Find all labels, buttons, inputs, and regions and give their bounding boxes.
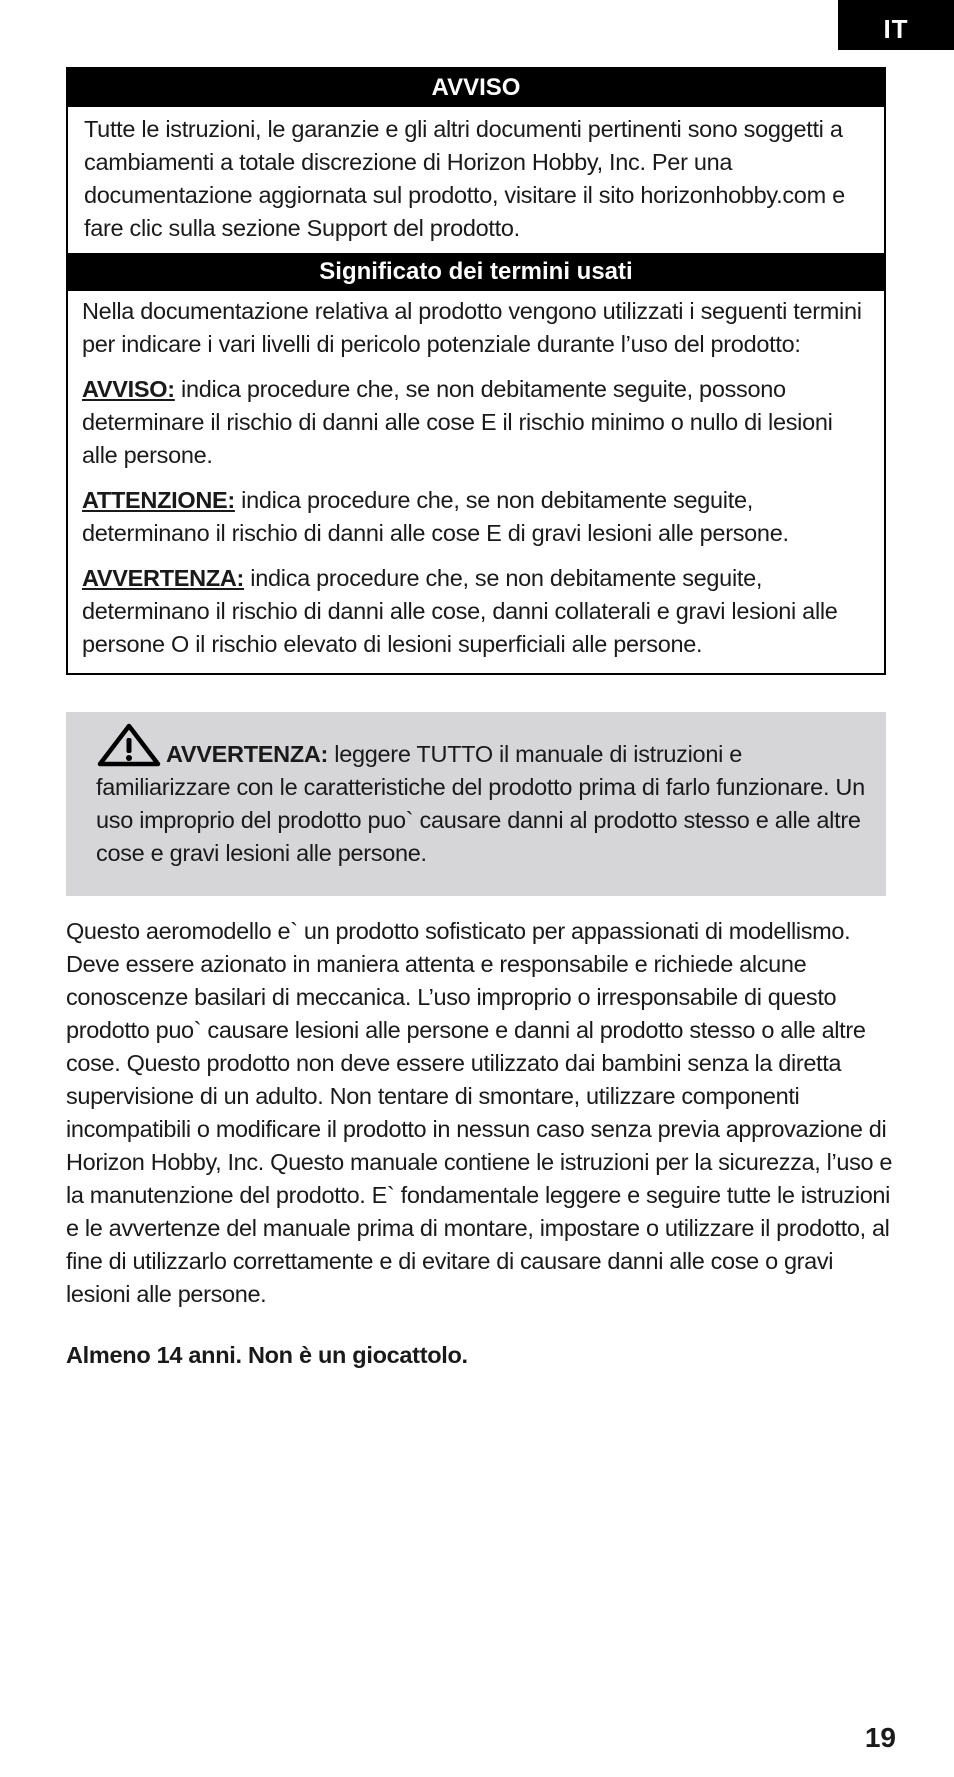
page-number: 19 — [864, 1722, 896, 1753]
term-label: AVVERTENZA: — [82, 565, 245, 591]
main-paragraph: Questo aeromodello e` un prodotto sofisticato per appassionati di modellismo. Deve essere azionato in maniera attenta e responsabile e richiede alcune conoscenze basilari di meccanica. L’uso improprio o irresponsabile di questo prodotto puo` causare lesioni alle persone e danni al prodotto stesso o alle altre cose. Questo prodotto non deve essere utilizzato dai bambini senza la diretta supervisione di un adulto. Non tentare di smontare, utilizzare componenti incompatibili o modificare il prodotto in nessun caso senza previa approvazione di Horizon Hobby, Inc. Questo manuale contiene le istruzioni per la sicurezza, l’uso e la manutenzione del prodotto. E` fondamentale leggere e seguire tutte le istruzioni e le avvertenze del manuale prima di montare, impostare o utilizzare il prodotto, al fine di utilizzarlo correttamente e di evitare di causare danni alle cose o gravi lesioni alle persone. — [66, 918, 893, 1307]
warning-label: AVVERTENZA: — [166, 741, 329, 767]
warning-triangle-icon — [96, 722, 162, 768]
term-label: ATTENZIONE: — [82, 487, 235, 513]
notice-text: Tutte le istruzioni, le garanzie e gli altri documenti pertinenti sono soggetti a cambiamenti a totale discrezione di Horizon Hobby, Inc. Per una documentazione aggiornata sul prodotto, visitare il sito horizonhobby.com e fare clic sulla sezione Support del prodotto. — [84, 116, 845, 241]
terms-header: Significato dei termini usati — [68, 253, 884, 291]
term-description: indica procedure che, se non debitamente seguite, possono determinare il rischio di danni alle cose E il rischio minimo o nullo di lesioni alle persone. — [82, 376, 833, 468]
term-description: indica procedure che, se non debitamente seguite, determinano il rischio di danni alle cose E di gravi lesioni alle persone. — [82, 487, 789, 546]
warning-box — [66, 712, 886, 896]
notice-header: AVVISO — [68, 69, 884, 107]
term-attenzione — [82, 484, 870, 550]
term-avviso — [82, 373, 870, 472]
warning-text: leggere TUTTO il manuale di istruzioni e familiarizzare con le caratteristiche del prodotto prima di farlo funzionare. Un uso improprio del prodotto puo` causare danni al prodotto stesso e alle altre cose e gravi lesioni alle persone. — [96, 741, 865, 866]
terms-intro: Nella documentazione relativa al prodotto vengono utilizzati i seguenti termini per indicare i vari livelli di pericolo potenziale durante l’uso del prodotto: — [82, 298, 862, 357]
term-label: AVVISO: — [82, 376, 175, 402]
term-avvertenza — [82, 562, 870, 661]
term-description: indica procedure che, se non debitamente seguite, determinano il rischio di danni alle cose, danni collaterali e gravi lesioni alle persone O il rischio elevato di lesioni superficiali alle persone. — [82, 565, 838, 657]
age-notice: Almeno 14 anni. Non è un giocattolo. — [66, 1342, 468, 1368]
language-tab: IT — [838, 0, 954, 50]
notice-terms-box — [66, 67, 886, 675]
terms-body — [68, 291, 884, 673]
